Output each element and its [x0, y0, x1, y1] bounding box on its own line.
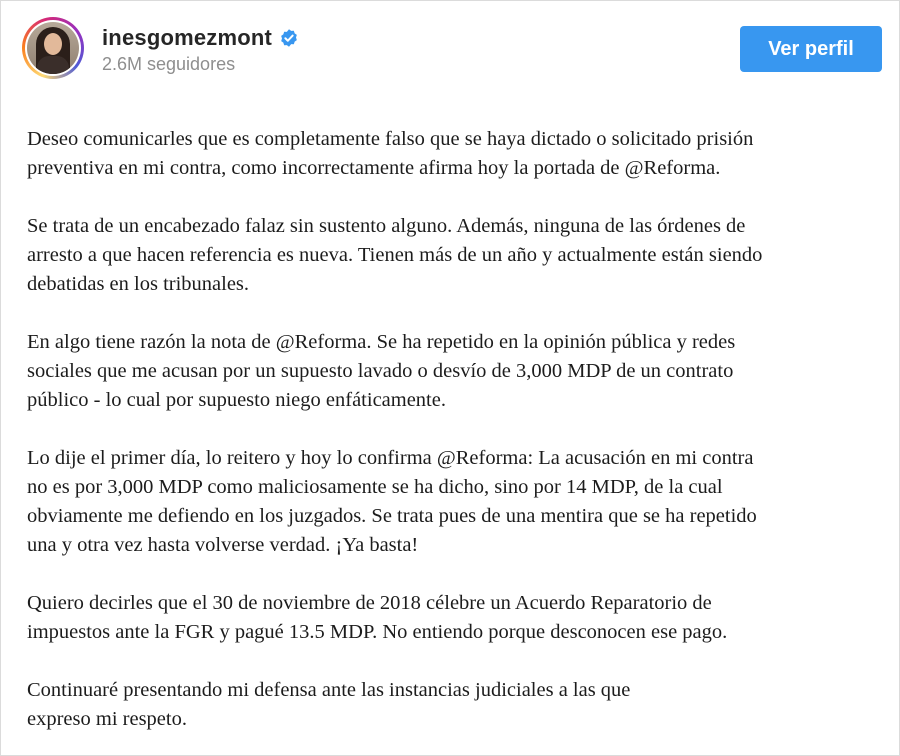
post-text [27, 125, 893, 756]
follower-count: 2.6M seguidores [102, 54, 236, 74]
post-paragraph [27, 589, 893, 647]
post-text-line: preventiva en mi contra, como incorrectamente afirma hoy la portada de @Reforma. [27, 157, 721, 179]
post-paragraph [27, 125, 893, 183]
post-text-line: no es por 3,000 MDP como maliciosamente se ha dicho, sino por 14 MDP, de la cual [27, 476, 723, 498]
post-header [1, 1, 899, 101]
view-profile-button[interactable]: Ver perfil [740, 26, 882, 72]
post-text-line: Lo dije el primer día, lo reitero y hoy lo confirma @Reforma: La acusación en mi contra [27, 447, 754, 469]
post-text-line: público - lo cual por supuesto niego enfáticamente. [27, 389, 446, 411]
username-row [102, 24, 299, 52]
post-paragraph [27, 212, 893, 299]
post-text-line: arresto a que hacen referencia es nueva. Tienen más de un año y actualmente están siendo [27, 244, 763, 266]
post-text-line: En algo tiene razón la nota de @Reforma. Se ha repetido en la opinión pública y redes [27, 331, 736, 353]
post-text-line: debatidas en los tribunales. [27, 273, 250, 295]
post-text-line: Quiero decirles que el 30 de noviembre de 2018 célebre un Acuerdo Reparatorio de [27, 592, 712, 614]
post-text-line: obviamente me defiendo en los juzgados. Se trata pues de una mentira que se ha repetido [27, 505, 757, 527]
post-text-line: Deseo comunicarles que es completamente falso que se haya dictado o solicitado prisión [27, 128, 754, 150]
post-text-line: sociales que me acusan por un supuesto lavado o desvío de 3,000 MDP de un contrato [27, 360, 734, 382]
post-text-line: expreso mi respeto. [27, 708, 187, 730]
username[interactable]: inesgomezmont [102, 25, 273, 50]
post-text-line: una y otra vez hasta volverse verdad. ¡Ya basta! [27, 534, 419, 556]
post-text-line: Continuaré presentando mi defensa ante las instancias judiciales a las que [27, 679, 631, 701]
post-text-line: Se trata de un encabezado falaz sin sustento alguno. Además, ninguna de las órdenes de [27, 215, 746, 237]
verified-badge-icon [279, 28, 299, 48]
post-paragraph [27, 444, 893, 560]
profile-photo [27, 22, 79, 74]
post-paragraph [27, 328, 893, 415]
post-paragraph [27, 676, 893, 734]
post-text-line: impuestos ante la FGR y pagué 13.5 MDP. No entiendo porque desconocen ese pago. [27, 621, 728, 643]
avatar[interactable] [22, 17, 84, 79]
